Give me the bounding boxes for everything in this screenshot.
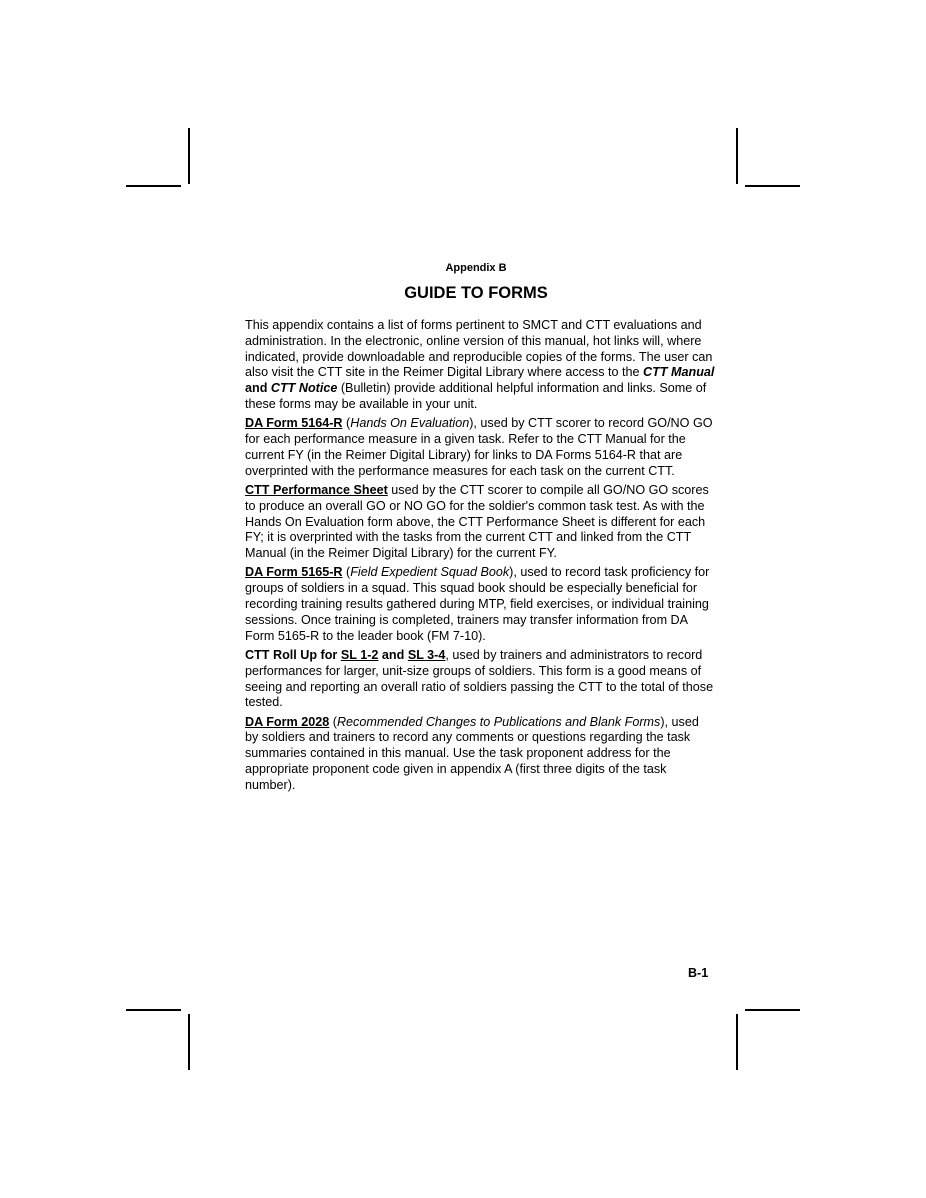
entry-paren: ( [342, 565, 351, 580]
entry-da-form-5165 [245, 565, 715, 644]
crop-mark-bottom-left-horizontal [126, 1009, 181, 1011]
entry-subtitle: Recommended Changes to Publications and Blank Forms [336, 714, 661, 729]
entry-text: ), used by soldiers and trainers to record any comments or questions regarding the task summaries contained in this manual. Use the task proponent address for the appropriate proponent code given in appendix A (first three digits of the task number). [245, 714, 699, 792]
roll-up-lead: CTT Roll Up for [245, 647, 341, 662]
entry-text: used by the CTT scorer to compile all GO/NO GO scores to produce an overall GO or NO GO for the soldier's common task test. As with the Hands On Evaluation form above, the CTT Performance Sheet is different for each FY; it is overprinted with the tasks from the current CTT and linked from the CTT Manual (in the Reimer Digital Library) for the current FY. [245, 482, 709, 561]
entry-subtitle: Field Expedient Squad Book [350, 565, 510, 580]
page-title: GUIDE TO FORMS [404, 284, 548, 302]
crop-mark-top-right-horizontal [745, 185, 800, 187]
da-form-2028-link[interactable]: DA Form 2028 [245, 714, 330, 729]
entry-text: ), used to record task proficiency for groups of soldiers in a squad. This squad book should be especially beneficial for recording training results gathered during MTP, field exercises, or individual training sessions. Once training is completed, trainers may transfer information from DA Form 5165-R to the leader book (FM 7-10). [245, 565, 710, 643]
entry-paren: ( [342, 416, 351, 431]
roll-up-and: and [378, 647, 408, 662]
intro-text: This appendix contains a list of forms pertinent to SMCT and CTT evaluations and administration. In the electronic, online version of this manual, hot links will, where indicated, provide downloadable and reproducible copies of the forms. The user can also visit the CTT site in the Reimer Digital Library where access to the [245, 318, 713, 380]
ctt-manual-ref: CTT Manual [643, 365, 715, 380]
entry-da-form-5164 [245, 416, 715, 479]
crop-mark-top-left-horizontal [126, 185, 181, 187]
entry-da-form-2028 [245, 715, 715, 794]
da-form-5165-link[interactable]: DA Form 5165-R [245, 565, 343, 580]
document-body [245, 318, 715, 797]
entry-ctt-performance-sheet [245, 483, 715, 562]
crop-mark-bottom-right-horizontal [745, 1009, 800, 1011]
crop-mark-bottom-right-vertical [736, 1014, 738, 1070]
entry-paren: ( [329, 714, 337, 729]
crop-mark-bottom-left-vertical [188, 1014, 190, 1070]
crop-mark-top-right-vertical [736, 128, 738, 184]
intro-text-2: (Bulletin) provide additional helpful information and links. Some of these forms may be available in your unit. [245, 381, 707, 411]
intro-and: and [245, 381, 271, 396]
ctt-notice-ref: CTT Notice [270, 381, 338, 396]
appendix-label: Appendix B [445, 262, 507, 274]
entry-text: , used by trainers and administrators to record performances for larger, unit-size groups of soldiers. This form is a good means of seeing and reporting an overall ratio of soldiers passing the CTT to the total of those tested. [245, 647, 714, 710]
entry-ctt-roll-up [245, 648, 715, 711]
page-number: B-1 [688, 966, 709, 980]
ctt-performance-sheet-link[interactable]: CTT Performance Sheet [245, 482, 388, 497]
entry-text: ), used by CTT scorer to record GO/NO GO for each performance measure in a given task. Refer to the CTT Manual for the current FY (in the Reimer Digital Library) for links to DA Forms 5164-R that are overprinted with the performance measures for each task on the current CTT. [245, 416, 713, 478]
crop-mark-top-left-vertical [188, 128, 190, 184]
sl-3-4-link[interactable]: SL 3-4 [407, 647, 446, 662]
sl-1-2-link[interactable]: SL 1-2 [340, 647, 379, 662]
da-form-5164-link[interactable]: DA Form 5164-R [245, 416, 343, 431]
intro-paragraph [245, 318, 715, 413]
entry-subtitle: Hands On Evaluation [350, 416, 470, 431]
